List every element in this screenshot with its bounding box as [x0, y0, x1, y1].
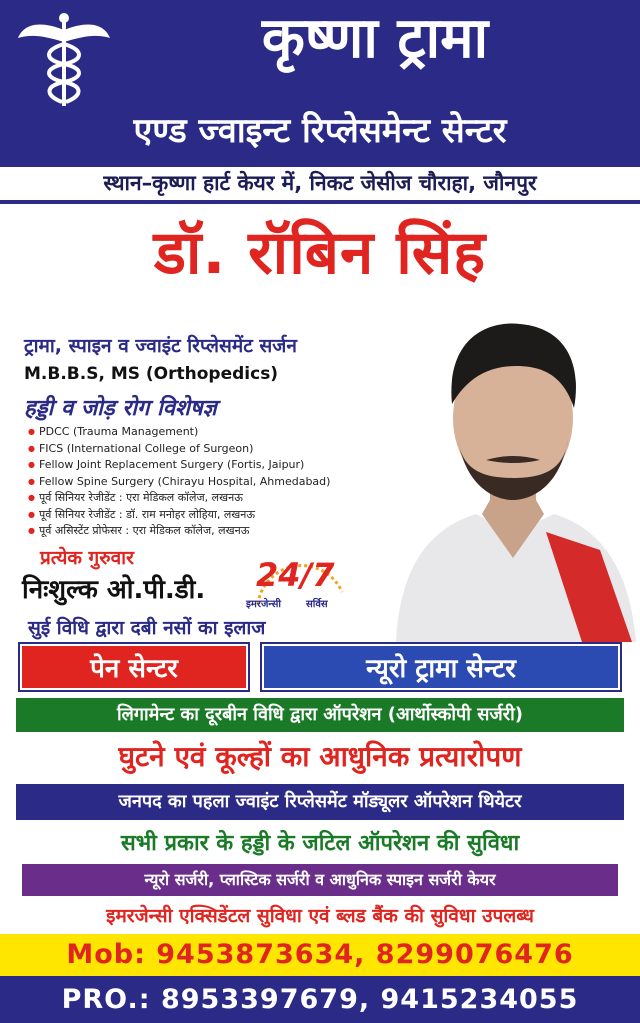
qualification-item: ● पूर्व सिनियर रेजीडेंट : एरा मेडिकल कॉलेज, लखनऊ [28, 490, 330, 507]
neuro-trauma-banner: न्यूरो ट्रामा सेन्टर [262, 644, 620, 690]
header-banner [0, 0, 640, 164]
qualification-item: ● पूर्व असिस्टेंट प्रोफेसर : एरा मेडिकल कॉलेज, लखनऊ [28, 523, 330, 540]
knee-hip-replacement: घुटने एवं कूल्हों का आधुनिक प्रत्यारोपण [118, 740, 522, 773]
doctor-specialty: हड्डी व जोड़ रोग विशेषज्ञ [24, 396, 217, 421]
emergency-blood-bank: इमरजेन्सी एक्सिडेंटल सुविधा एवं ब्लड बैंक की सुविधा उपलब्ध [106, 905, 534, 927]
qualification-item: ● Fellow Joint Replacement Surgery (Fortis, Jaipur) [28, 457, 330, 474]
qualification-item: ● PDCC (Trauma Management) [28, 424, 330, 441]
free-opd: निःशुल्क ओ.पी.डी. [22, 575, 206, 605]
qualification-item: ● FICS (International College of Surgeon) [28, 441, 330, 458]
nerve-treatment: सुई विधि द्वारा दबी नसों का इलाज [28, 617, 266, 639]
doctor-designation: ट्रामा, स्पाइन व ज्वाइंट रिप्लेसमेंट सर्जन [24, 335, 297, 357]
qualification-item: ● पूर्व सिनियर रेजीडेंट : डॉ. राम मनोहर लोहिया, लखनऊ [28, 507, 330, 524]
ligament-surgery-banner: लिगामेन्ट का दूरबीन विधि द्वारा ऑपरेशन (आर्थोस्कोपी सर्जरी) [16, 698, 624, 732]
doctor-photo [386, 300, 640, 642]
badge-label-emergency: इमरजेन्सी [246, 599, 281, 610]
mobile-numbers: Mob: 9453873634, 8299076476 [0, 934, 640, 976]
address: स्थान–कृष्णा हार्ट केयर में, निकट जेसीज चौराहा, जौनपुर [0, 164, 640, 204]
pro-numbers: PRO.: 8953397679, 9415234055 [0, 976, 640, 1023]
hospital-title: कृष्णा ट्रामा [261, 6, 489, 71]
pain-center-banner: पेन सेन्टर [20, 644, 248, 690]
emergency-24x7-badge [244, 556, 354, 618]
qualification-item: ● Fellow Spine Surgery (Chirayu Hospital, Ahmedabad) [28, 474, 330, 491]
doctor-name: डॉ. रॉबिन सिंह [153, 218, 487, 288]
badge-label-service: सर्विस [306, 599, 328, 610]
complex-operations: सभी प्रकार के हड्डी के जटिल ऑपरेशन की सुविधा [120, 831, 520, 856]
opd-day: प्रत्येक गुरुवार [40, 547, 134, 569]
modular-ot-banner: जनपद का पहला ज्वाइंट रिप्लेसमेंट मॉड्यूलर ऑपरेशन थियेटर [16, 784, 624, 820]
doctor-degree: M.B.B.S, MS (Orthopedics) [24, 364, 279, 384]
caduceus-icon [14, 8, 114, 108]
qualifications-list [28, 424, 330, 540]
surgeries-banner: न्यूरो सर्जरी, प्लास्टिक सर्जरी व आधुनिक स्पाइन सर्जरी केयर [22, 864, 618, 896]
badge-hours: 24/7 [256, 556, 335, 594]
hospital-subtitle: एण्ड ज्वाइन्ट रिप्लेसमेन्ट सेन्टर [133, 111, 507, 151]
